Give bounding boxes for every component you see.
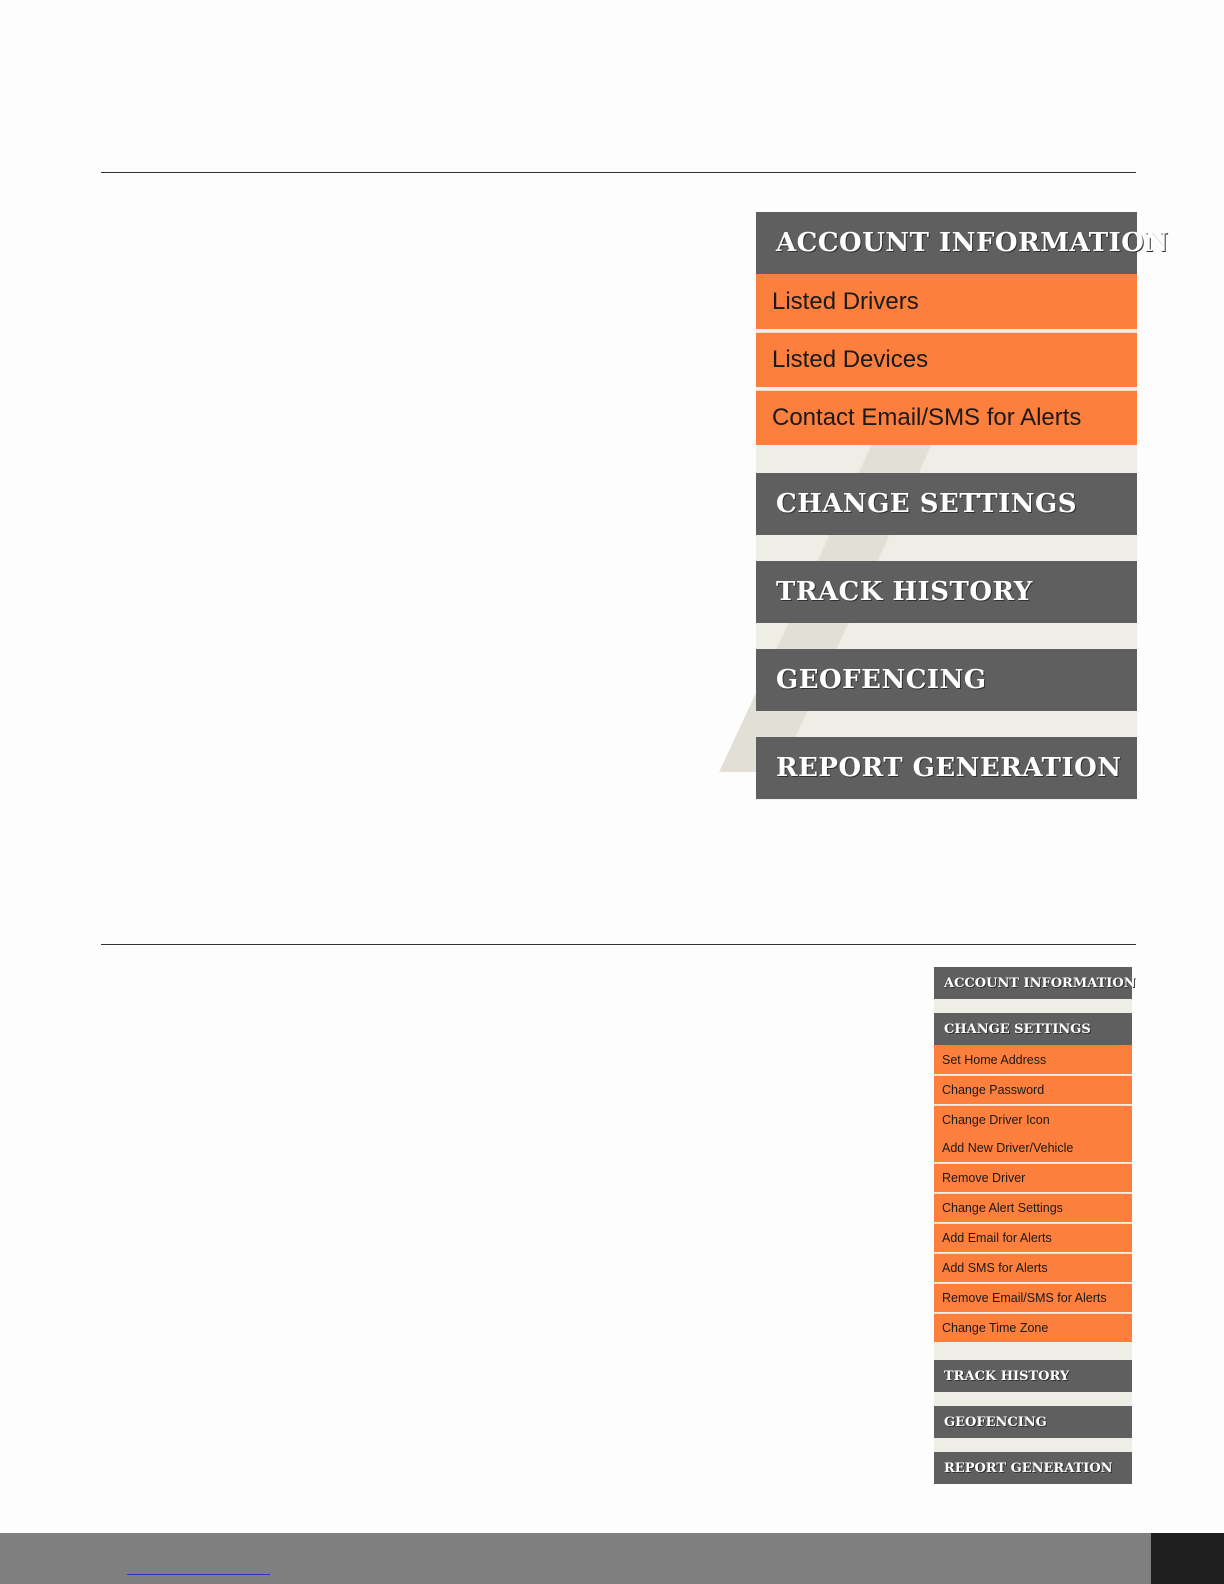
menu-header-report-generation[interactable]: REPORT GENERATION (756, 737, 1137, 799)
account-information-menu-screenshot (756, 212, 1169, 800)
menu-item-change-time-zone[interactable]: Change Time Zone (934, 1313, 1132, 1342)
menu-header-track-history[interactable]: TRACK HISTORY (934, 1360, 1132, 1392)
menu-header-change-settings[interactable]: CHANGE SETTINGS (756, 473, 1137, 535)
top-divider (101, 172, 1136, 173)
menu-item-change-driver-icon[interactable]: Change Driver Icon (934, 1105, 1132, 1134)
menu-item-set-home-address[interactable]: Set Home Address (934, 1045, 1132, 1074)
menu-item-contact-email-sms[interactable]: Contact Email/SMS for Alerts (756, 390, 1137, 445)
change-settings-menu-screenshot (934, 967, 1136, 1484)
page-footer (0, 1533, 1224, 1584)
menu-header-account-information[interactable]: ACCOUNT INFORMATION (756, 212, 1137, 274)
menu-header-change-settings[interactable]: CHANGE SETTINGS (934, 1013, 1132, 1045)
menu-header-geofencing[interactable]: GEOFENCING (756, 649, 1137, 711)
menu-item-add-new-driver-vehicle[interactable]: Add New Driver/Vehicle (934, 1133, 1132, 1162)
menu-item-listed-devices[interactable]: Listed Devices (756, 332, 1137, 387)
menu-header-account-information[interactable]: ACCOUNT INFORMATION (934, 967, 1132, 999)
footer-link-underline[interactable] (127, 1574, 270, 1575)
menu-item-listed-drivers[interactable]: Listed Drivers (756, 274, 1137, 329)
menu-item-add-sms-for-alerts[interactable]: Add SMS for Alerts (934, 1253, 1132, 1282)
menu-item-add-email-for-alerts[interactable]: Add Email for Alerts (934, 1223, 1132, 1252)
menu-item-change-alert-settings[interactable]: Change Alert Settings (934, 1193, 1132, 1222)
footer-corner-block (1151, 1533, 1224, 1584)
menu-header-track-history[interactable]: TRACK HISTORY (756, 561, 1137, 623)
menu-header-geofencing[interactable]: GEOFENCING (934, 1406, 1132, 1438)
menu-item-remove-email-sms-for-alerts[interactable]: Remove Email/SMS for Alerts (934, 1283, 1132, 1312)
menu-header-report-generation[interactable]: REPORT GENERATION (934, 1452, 1132, 1484)
menu-item-change-password[interactable]: Change Password (934, 1075, 1132, 1104)
middle-divider (101, 944, 1136, 945)
menu-item-remove-driver[interactable]: Remove Driver (934, 1163, 1132, 1192)
